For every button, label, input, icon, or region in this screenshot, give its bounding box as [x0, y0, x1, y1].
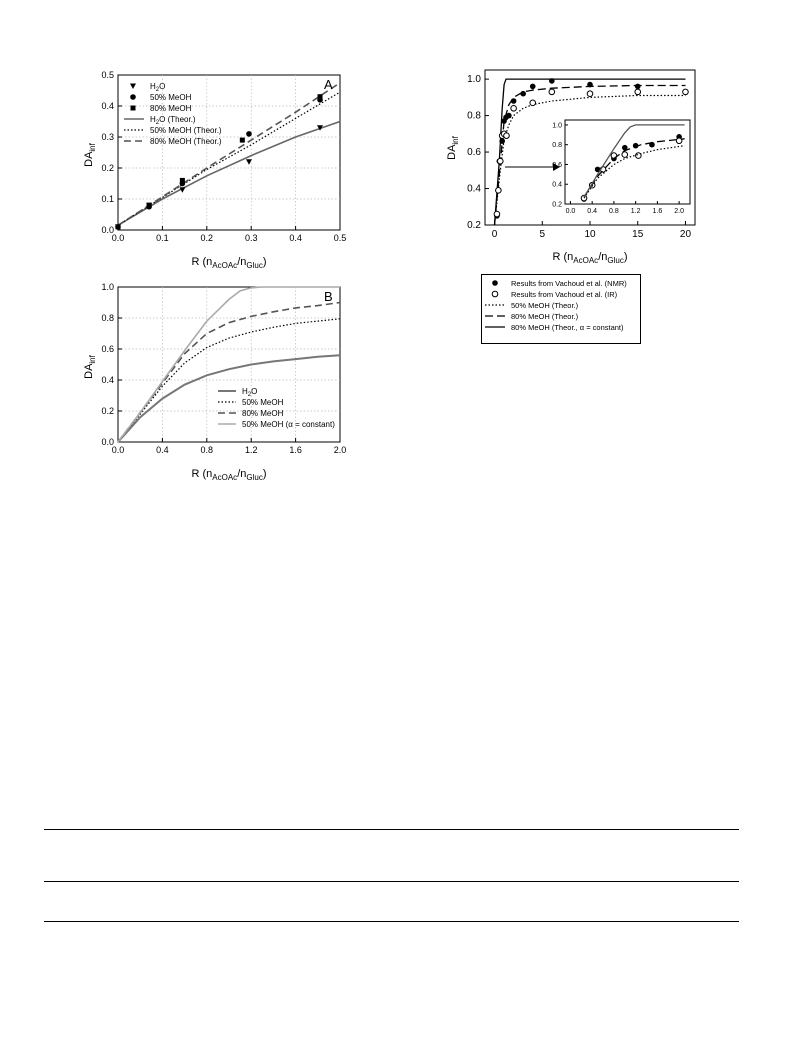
x-tick-label: 15	[632, 229, 644, 240]
inset-x-tick-label: 1.2	[630, 208, 641, 215]
data-point-80% MeOH	[116, 224, 121, 229]
data-point-80% MeOH	[240, 138, 245, 143]
inset-x-tick-label: 1.6	[652, 208, 663, 215]
x-tick-label: 10	[584, 229, 596, 240]
x-tick-label: 20	[679, 229, 692, 240]
axis-ticks	[101, 282, 346, 455]
y-tick-label: 0.0	[101, 437, 114, 447]
data-point-Results from Vachoud et al. (NMR)	[511, 98, 517, 104]
x-tick-label: 0.0	[111, 233, 125, 243]
data-point-Results from Vachoud et al. (NMR)	[520, 91, 526, 97]
y-tick-label: 0.2	[101, 406, 114, 416]
series-line-50% MeOH (α = constant)	[118, 287, 340, 442]
x-tick-label: 0.5	[333, 233, 347, 243]
inset-point-Results from Vachoud et al. (IR)	[622, 152, 628, 158]
chart-panel-c-legend	[481, 274, 641, 344]
legend-marker	[492, 280, 498, 286]
legend-label: 80% MeOH (Theor., α = constant)	[511, 323, 624, 332]
x-tick-label: 0.3	[244, 233, 258, 243]
legend-label: 50% MeOH (Theor.)	[150, 126, 222, 135]
inset-y-tick-label: 0.8	[552, 142, 562, 150]
legend-marker	[130, 94, 136, 100]
legend-label: 80% MeOH	[242, 409, 284, 418]
inset-y-tick-label: 1.0	[552, 122, 562, 130]
inset-y-tick-label: 0.6	[552, 161, 562, 169]
plot-frame	[118, 287, 340, 442]
data-point-Results from Vachoud et al. (NMR)	[530, 84, 536, 90]
y-tick-label: 0.0	[101, 225, 114, 235]
y-tick-label: 0.2	[467, 220, 481, 231]
y-tick-label: 0.2	[101, 163, 114, 173]
legend-marker	[131, 106, 136, 111]
divider-middle	[44, 881, 739, 882]
y-tick-label: 1.0	[101, 282, 114, 292]
y-tick-label: 0.3	[101, 132, 114, 142]
y-tick-label: 0.4	[467, 183, 481, 195]
x-tick-label: 0.2	[200, 233, 214, 243]
data-point-Results from Vachoud et al. (IR)	[511, 105, 517, 111]
data-point-Results from Vachoud et al. (NMR)	[587, 82, 593, 88]
y-tick-label: 0.4	[101, 375, 114, 385]
x-tick-label: 1.2	[244, 445, 258, 455]
data-point-Results from Vachoud et al. (IR)	[549, 89, 555, 95]
inset-x-tick-label: 0.0	[565, 208, 576, 215]
x-axis-label: R $(n_{AcOAc}/n_{Gluc})$	[191, 468, 267, 482]
data-point-80% MeOH	[147, 203, 152, 208]
data-point-Results from Vachoud et al. (IR)	[530, 100, 536, 106]
legend	[218, 387, 335, 429]
inset-x-tick-label: 0.8	[609, 208, 619, 215]
data-point-Results from Vachoud et al. (NMR)	[499, 138, 505, 144]
panel-label: B	[324, 289, 333, 304]
legend-label: $H_2O$	[150, 82, 166, 93]
legend-marker	[492, 291, 498, 297]
y-axis-label: $DA_{inf}$	[83, 355, 97, 379]
x-tick-label: 0.4	[156, 445, 169, 455]
x-axis-label: R $(n_{AcOAc}/n_{Gluc})$	[552, 251, 628, 265]
legend-label: 50% MeOH	[150, 93, 192, 102]
y-tick-label: 0.6	[467, 147, 481, 159]
x-tick-label: 5	[539, 229, 546, 240]
divider-top	[44, 829, 739, 830]
legend-marker	[130, 84, 136, 90]
chart-panel-a	[78, 60, 368, 275]
inset-x-tick-label: 2.0	[674, 208, 684, 215]
data-point-Results from Vachoud et al. (IR)	[494, 211, 500, 217]
x-tick-label: 0.8	[200, 445, 214, 455]
legend-label: 80% MeOH (Theor.)	[150, 137, 222, 146]
data-point-Results from Vachoud et al. (NMR)	[506, 113, 512, 119]
x-axis-label: R $(n_{AcOAc}/n_{Gluc})$	[191, 256, 267, 270]
series-lines	[118, 287, 340, 442]
inset-y-tick-label: 0.4	[552, 181, 562, 189]
data-point-Results from Vachoud et al. (IR)	[587, 91, 593, 97]
data-point-Results from Vachoud et al. (IR)	[683, 89, 689, 95]
y-tick-label: 0.5	[101, 70, 114, 80]
data-point-Results from Vachoud et al. (IR)	[504, 133, 510, 139]
data-point-80% MeOH	[318, 94, 323, 99]
legend-label: 50% MeOH (Theor.)	[511, 301, 579, 310]
x-tick-label: 0.0	[111, 445, 125, 455]
data-point-Results from Vachoud et al. (NMR)	[635, 84, 641, 90]
x-tick-label: 0	[491, 229, 498, 240]
legend-label: Results from Vachoud et al. (NMR)	[511, 279, 627, 288]
grid	[118, 287, 340, 442]
y-tick-label: 0.8	[101, 313, 114, 323]
x-tick-label: 1.6	[289, 445, 302, 455]
data-point-Results from Vachoud et al. (IR)	[496, 188, 502, 194]
inset-y-tick-label: 0.2	[552, 201, 562, 209]
data-point-Results from Vachoud et al. (NMR)	[549, 78, 555, 84]
legend-label: 50% MeOH (α = constant)	[242, 420, 335, 429]
legend	[124, 82, 222, 146]
y-tick-label: 1.0	[467, 74, 481, 86]
legend-label: 80% MeOH (Theor.)	[511, 312, 579, 321]
y-tick-label: 0.4	[101, 101, 114, 111]
inset-x-tick-label: 0.4	[587, 208, 598, 215]
legend-label: $H_2O$ (Theor.)	[150, 115, 196, 126]
x-tick-label: 0.4	[289, 233, 302, 243]
legend-label: 80% MeOH	[150, 104, 192, 113]
inset-frame	[565, 120, 690, 204]
chart-panel-c	[443, 60, 713, 275]
divider-bottom	[44, 921, 739, 922]
legend-label: $H_2O$	[242, 387, 258, 398]
y-tick-label: 0.1	[101, 194, 114, 204]
y-axis-label: $DA_{inf}$	[83, 143, 97, 167]
panel-label: A	[324, 77, 333, 92]
data-point-50% MeOH	[246, 131, 252, 137]
legend-label: 50% MeOH	[242, 398, 284, 407]
y-tick-label: 0.6	[101, 344, 114, 354]
x-tick-label: 2.0	[333, 445, 347, 455]
legend-label: Results from Vachoud et al. (IR)	[511, 290, 618, 299]
chart-panel-b	[78, 272, 368, 487]
data-point-Results from Vachoud et al. (IR)	[497, 158, 503, 164]
data-point-80% MeOH	[180, 178, 185, 183]
y-axis-label: $DA_{inf}$	[446, 136, 460, 160]
x-tick-label: 0.1	[156, 233, 169, 243]
data-point-Results from Vachoud et al. (IR)	[635, 89, 641, 95]
y-tick-label: 0.8	[467, 110, 481, 122]
